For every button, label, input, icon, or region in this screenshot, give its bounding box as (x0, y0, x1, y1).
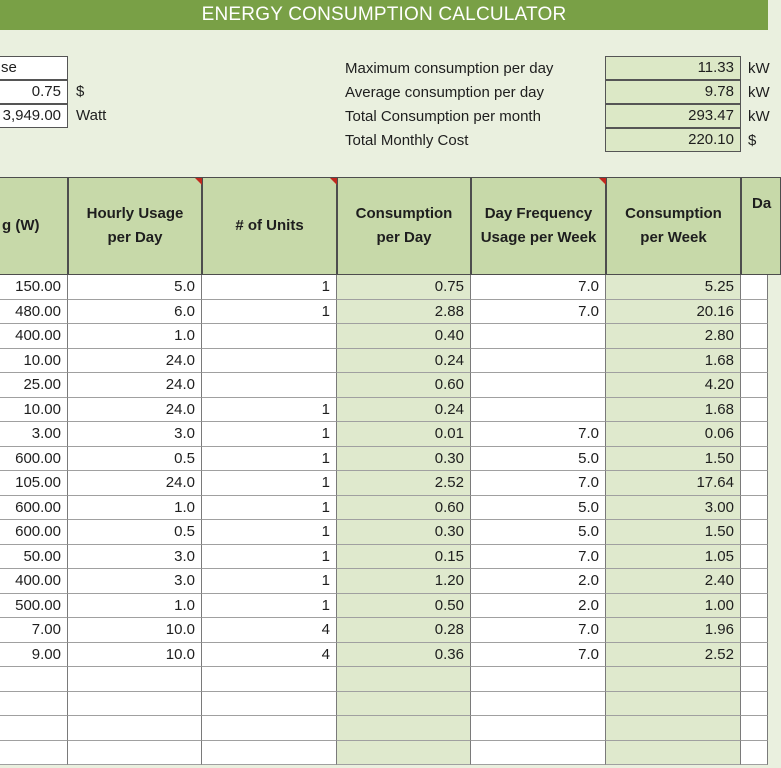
summary-unit-avg: kW (748, 84, 770, 101)
cell-day-frequency[interactable]: 2.0 (471, 594, 606, 619)
cell-partial[interactable] (741, 496, 768, 521)
cell-units[interactable]: 1 (202, 520, 337, 545)
cell-consumption-day[interactable]: 1.20 (337, 569, 471, 594)
total-watt-unit: Watt (76, 107, 107, 124)
summary-label-avg: Average consumption per day (345, 84, 545, 101)
cell-rating[interactable]: 10.00 (0, 349, 68, 374)
cell-hourly-usage[interactable]: 24.0 (68, 398, 202, 423)
column-header-units[interactable]: # of Units (202, 177, 337, 275)
summary-unit-cost: $ (748, 132, 757, 149)
cell-units[interactable]: 1 (202, 422, 337, 447)
cell-consumption-week[interactable]: 2.80 (606, 324, 741, 349)
cell-consumption-week[interactable]: 5.25 (606, 275, 741, 300)
cell-consumption-day[interactable]: 0.24 (337, 398, 471, 423)
cell-partial[interactable] (741, 324, 768, 349)
cell-rating[interactable]: 9.00 (0, 643, 68, 668)
cell-consumption-day[interactable] (337, 692, 471, 717)
cell-units[interactable]: 1 (202, 545, 337, 570)
cell-partial[interactable] (741, 471, 768, 496)
cell-units[interactable]: 4 (202, 643, 337, 668)
summary-value-month: 293.47 (605, 104, 741, 128)
cell-rating[interactable]: 7.00 (0, 618, 68, 643)
cell-hourly-usage[interactable]: 3.0 (68, 422, 202, 447)
cell-consumption-week[interactable]: 1.00 (606, 594, 741, 619)
cell-units[interactable] (202, 692, 337, 717)
cell-consumption-week[interactable]: 1.96 (606, 618, 741, 643)
cell-rating[interactable] (0, 692, 68, 717)
cell-partial[interactable] (741, 643, 768, 668)
cell-units[interactable]: 1 (202, 471, 337, 496)
cell-consumption-week[interactable]: 2.40 (606, 569, 741, 594)
cell-rating[interactable]: 105.00 (0, 471, 68, 496)
cell-units[interactable]: 1 (202, 569, 337, 594)
cell-consumption-week[interactable]: 20.16 (606, 300, 741, 325)
comment-marker (195, 178, 202, 185)
cell-units[interactable] (202, 324, 337, 349)
cell-day-frequency[interactable]: 7.0 (471, 422, 606, 447)
summary-label-month: Total Consumption per month (345, 108, 541, 125)
cell-day-frequency[interactable]: 7.0 (471, 275, 606, 300)
cell-day-frequency[interactable] (471, 373, 606, 398)
rate-unit: $ (76, 83, 85, 100)
cell-hourly-usage[interactable]: 1.0 (68, 594, 202, 619)
cell-units[interactable]: 4 (202, 618, 337, 643)
cell-consumption-day[interactable]: 0.30 (337, 447, 471, 472)
cell-day-frequency[interactable]: 7.0 (471, 471, 606, 496)
cell-units[interactable] (202, 741, 337, 766)
cell-consumption-week[interactable]: 17.64 (606, 471, 741, 496)
cell-partial[interactable] (741, 398, 768, 423)
cell-rating[interactable]: 400.00 (0, 569, 68, 594)
cell-hourly-usage[interactable] (68, 741, 202, 766)
cell-rating[interactable] (0, 741, 68, 766)
cell-units[interactable]: 1 (202, 447, 337, 472)
cell-consumption-week[interactable] (606, 667, 741, 692)
cell-hourly-usage[interactable]: 24.0 (68, 349, 202, 374)
cell-hourly-usage[interactable]: 1.0 (68, 496, 202, 521)
summary-label-cost: Total Monthly Cost (345, 132, 469, 149)
cell-hourly-usage[interactable]: 3.0 (68, 545, 202, 570)
cell-consumption-day[interactable]: 0.15 (337, 545, 471, 570)
cell-rating[interactable]: 600.00 (0, 496, 68, 521)
cell-consumption-week[interactable] (606, 692, 741, 717)
column-header-consumption-day[interactable]: Consumption per Day (337, 177, 471, 275)
cell-rating[interactable]: 10.00 (0, 398, 68, 423)
cell-hourly-usage[interactable]: 3.0 (68, 569, 202, 594)
cell-units[interactable] (202, 667, 337, 692)
cell-consumption-week[interactable]: 4.20 (606, 373, 741, 398)
cell-consumption-week[interactable]: 1.50 (606, 447, 741, 472)
summary-unit-max: kW (748, 60, 770, 77)
cell-rating[interactable]: 600.00 (0, 520, 68, 545)
cell-hourly-usage[interactable]: 10.0 (68, 643, 202, 668)
cell-consumption-day[interactable] (337, 716, 471, 741)
cell-rating[interactable] (0, 716, 68, 741)
cell-hourly-usage[interactable] (68, 667, 202, 692)
cell-consumption-day[interactable] (337, 741, 471, 766)
cell-units[interactable] (202, 373, 337, 398)
cell-units[interactable]: 1 (202, 496, 337, 521)
cell-partial[interactable] (741, 447, 768, 472)
cell-day-frequency[interactable]: 7.0 (471, 618, 606, 643)
cell-day-frequency[interactable]: 7.0 (471, 643, 606, 668)
type-input[interactable]: se (0, 56, 68, 80)
cell-partial[interactable] (741, 373, 768, 398)
cell-day-frequency[interactable]: 5.0 (471, 520, 606, 545)
cell-consumption-day[interactable]: 0.24 (337, 349, 471, 374)
cell-consumption-week[interactable]: 2.52 (606, 643, 741, 668)
rate-input[interactable]: 0.75 (0, 80, 68, 104)
cell-consumption-day[interactable]: 0.60 (337, 496, 471, 521)
cell-units[interactable] (202, 716, 337, 741)
cell-consumption-day[interactable]: 0.01 (337, 422, 471, 447)
cell-partial[interactable] (741, 716, 768, 741)
cell-rating[interactable]: 3.00 (0, 422, 68, 447)
cell-partial[interactable] (741, 741, 768, 766)
cell-consumption-day[interactable]: 0.50 (337, 594, 471, 619)
column-header-rating[interactable]: g (W) (0, 177, 68, 275)
cell-consumption-day[interactable]: 0.75 (337, 275, 471, 300)
summary-unit-month: kW (748, 108, 770, 125)
cell-partial[interactable] (741, 594, 768, 619)
cell-consumption-day[interactable]: 0.40 (337, 324, 471, 349)
cell-partial[interactable] (741, 349, 768, 374)
cell-consumption-day[interactable]: 2.88 (337, 300, 471, 325)
cell-consumption-week[interactable]: 0.06 (606, 422, 741, 447)
cell-partial[interactable] (741, 618, 768, 643)
cell-hourly-usage[interactable]: 6.0 (68, 300, 202, 325)
cell-day-frequency[interactable] (471, 667, 606, 692)
cell-rating[interactable]: 25.00 (0, 373, 68, 398)
cell-hourly-usage[interactable] (68, 716, 202, 741)
cell-rating[interactable]: 600.00 (0, 447, 68, 472)
cell-consumption-day[interactable]: 0.30 (337, 520, 471, 545)
cell-units[interactable]: 1 (202, 275, 337, 300)
cell-consumption-day[interactable]: 0.28 (337, 618, 471, 643)
cell-consumption-week[interactable]: 1.05 (606, 545, 741, 570)
column-header-day-frequency[interactable]: Day Frequency Usage per Week (471, 177, 606, 275)
cell-hourly-usage[interactable]: 5.0 (68, 275, 202, 300)
cell-partial[interactable] (741, 545, 768, 570)
cell-day-frequency[interactable] (471, 324, 606, 349)
cell-day-frequency[interactable] (471, 741, 606, 766)
cell-consumption-day[interactable]: 2.52 (337, 471, 471, 496)
summary-value-max: 11.33 (605, 56, 741, 80)
cell-consumption-week[interactable] (606, 741, 741, 766)
cell-hourly-usage[interactable] (68, 692, 202, 717)
cell-partial[interactable] (741, 569, 768, 594)
cell-rating[interactable]: 500.00 (0, 594, 68, 619)
cell-hourly-usage[interactable]: 24.0 (68, 471, 202, 496)
cell-consumption-week[interactable]: 1.68 (606, 349, 741, 374)
cell-hourly-usage[interactable]: 0.5 (68, 520, 202, 545)
cell-partial[interactable] (741, 667, 768, 692)
cell-partial[interactable] (741, 422, 768, 447)
column-header-consumption-week[interactable]: Consumption per Week (606, 177, 741, 275)
cell-units[interactable]: 1 (202, 300, 337, 325)
cell-partial[interactable] (741, 275, 768, 300)
cell-consumption-week[interactable]: 3.00 (606, 496, 741, 521)
cell-consumption-week[interactable] (606, 716, 741, 741)
cell-consumption-week[interactable]: 1.68 (606, 398, 741, 423)
cell-consumption-day[interactable]: 0.36 (337, 643, 471, 668)
cell-hourly-usage[interactable]: 24.0 (68, 373, 202, 398)
cell-day-frequency[interactable]: 7.0 (471, 545, 606, 570)
page-title: ENERGY CONSUMPTION CALCULATOR (0, 0, 768, 30)
cell-units[interactable] (202, 349, 337, 374)
comment-marker (330, 178, 337, 185)
comment-marker (599, 178, 606, 185)
cell-hourly-usage[interactable]: 10.0 (68, 618, 202, 643)
cell-day-frequency[interactable]: 5.0 (471, 447, 606, 472)
cell-day-frequency[interactable]: 2.0 (471, 569, 606, 594)
cell-consumption-day[interactable]: 0.60 (337, 373, 471, 398)
summary-value-avg: 9.78 (605, 80, 741, 104)
cell-rating[interactable]: 480.00 (0, 300, 68, 325)
cell-rating[interactable]: 50.00 (0, 545, 68, 570)
cell-consumption-day[interactable] (337, 667, 471, 692)
cell-day-frequency[interactable]: 7.0 (471, 300, 606, 325)
cell-day-frequency[interactable] (471, 716, 606, 741)
cell-units[interactable]: 1 (202, 594, 337, 619)
cell-partial[interactable] (741, 692, 768, 717)
cell-hourly-usage[interactable]: 1.0 (68, 324, 202, 349)
cell-rating[interactable]: 400.00 (0, 324, 68, 349)
cell-rating[interactable]: 150.00 (0, 275, 68, 300)
column-header-hourly-usage[interactable]: Hourly Usage per Day (68, 177, 202, 275)
cell-day-frequency[interactable] (471, 398, 606, 423)
cell-day-frequency[interactable] (471, 692, 606, 717)
summary-label-max: Maximum consumption per day (345, 60, 554, 77)
cell-hourly-usage[interactable]: 0.5 (68, 447, 202, 472)
cell-day-frequency[interactable]: 5.0 (471, 496, 606, 521)
cell-units[interactable]: 1 (202, 398, 337, 423)
column-header-partial[interactable]: Da (741, 177, 781, 275)
cell-consumption-week[interactable]: 1.50 (606, 520, 741, 545)
total-watt-value: 3,949.00 (0, 104, 68, 128)
cell-partial[interactable] (741, 300, 768, 325)
cell-day-frequency[interactable] (471, 349, 606, 374)
summary-value-cost: 220.10 (605, 128, 741, 152)
cell-partial[interactable] (741, 520, 768, 545)
cell-rating[interactable] (0, 667, 68, 692)
